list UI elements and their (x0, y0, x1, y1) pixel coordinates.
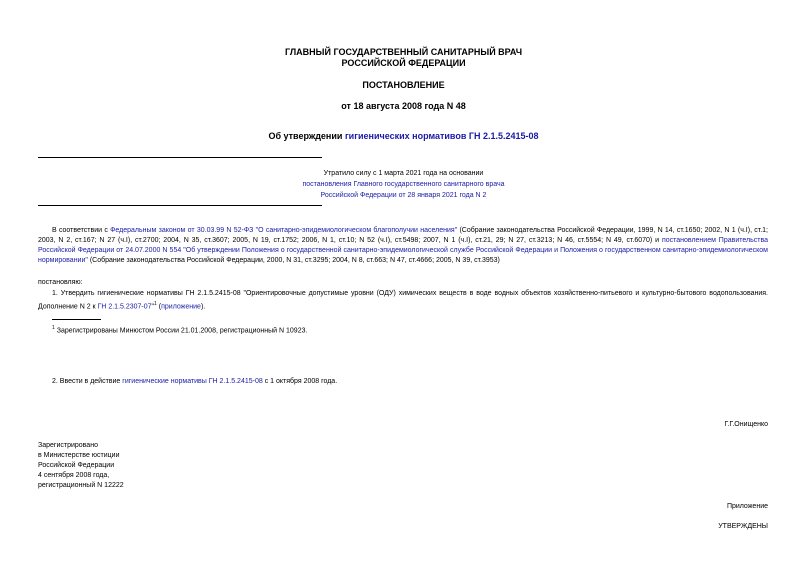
appendix-approved: УТВЕРЖДЕНЫ (718, 523, 768, 530)
appendix-link[interactable]: приложение (161, 303, 201, 311)
document-date-number: от 18 августа 2008 года N 48 (341, 101, 466, 111)
item-1-text-2: " (151, 303, 155, 311)
footnote (52, 323, 307, 336)
preamble-text-1: В соответствии с (52, 227, 111, 234)
footnote-text: Зарегистрированы Минюстом России 21.01.2008, регистрационный N 10923. (54, 327, 308, 335)
status-line: Утратило силу с 1 марта 2021 года на основании (323, 170, 484, 177)
divider-bottom (38, 205, 322, 206)
item-2-text-1: 2. Ввести в действие (52, 378, 123, 385)
gn-2307-07-link[interactable]: ГН 2.1.5.2307-07 (97, 303, 152, 311)
registration-line: регистрационный N 12222 (38, 482, 124, 489)
government-decree-link[interactable]: постановлением Правительства Российской Федерации от 24.07.2000 N 554 "Об утверждении Положения о государственной санитарно-эпидемиологической службе Российской Федерации и Положения о государственном санитарно-эпидемиологическом нормировании" (38, 237, 768, 264)
item-1-text-3: ( (156, 303, 162, 311)
document-title (0, 131, 807, 142)
repeal-decree-link[interactable]: постановления Главного государственного санитарного врача (302, 181, 505, 188)
authority-line-1: ГЛАВНЫЙ ГОСУДАРСТВЕННЫЙ САНИТАРНЫЙ ВРАЧ (284, 47, 523, 57)
status-link-line-1 (0, 180, 807, 190)
item-2-text-2: с 1 октября 2008 года. (262, 378, 338, 385)
document-type: ПОСТАНОВЛЕНИЕ (362, 80, 445, 90)
title-link-hygienic-norms[interactable]: гигиенических нормативов ГН 2.1.5.2415-08 (344, 131, 539, 141)
document-title-prefix: Об утверждении (268, 131, 345, 141)
item-1-paragraph (38, 289, 768, 312)
registration-block (38, 441, 124, 491)
item-1-text-1: 1. Утвердить гигиенические нормативы ГН 2.1.5.2415-08 "Ориентировочные допустимые уровни (ОДУ) химических веществ в воде водных объектов хозяйственно-питьевого и культурно-бытового водопользования. Дополнение N 2 к (38, 290, 768, 311)
authority-line-2: РОССИЙСКОЙ ФЕДЕРАЦИИ (341, 58, 466, 68)
hygienic-norms-link[interactable]: гигиенические нормативы ГН 2.1.5.2415-08 (122, 378, 263, 385)
appendix-label: Приложение (726, 503, 768, 510)
signature: Г.Г.Онищенко (724, 421, 768, 428)
registration-line: в Министерстве юстиции (38, 452, 120, 459)
status-link-line-2 (0, 191, 807, 201)
item-2-paragraph (52, 377, 337, 387)
preamble-text-2: (Собрание законодательства Российской Федерации, 1999, N 14, ст.1650; 2002, N 1 (ч.I), ст.1; 2003, N 2, ст.167; N 27 (ч.I), ст.2700; 2004, N 35, ст.3607; 2005, N 19, ст.1752; 2006, N 1, ст.10; N 52 (ч.I), ст.5498; 2007, N 1 (ч.I), ст.21, 29; N 27, ст.3213; N 46, ст.5554; N 49, ст.6070) и (38, 227, 769, 244)
footnote-mark: 1 (52, 325, 55, 331)
footnote-divider (52, 319, 101, 320)
divider-top (38, 157, 322, 158)
repeal-decree-link-date[interactable]: Российской Федерации от 28 января 2021 года N 2 (320, 192, 487, 199)
preamble-paragraph (38, 226, 768, 266)
footnote-reference: 1 (154, 301, 157, 307)
registration-line: Зарегистрировано (38, 442, 98, 449)
preamble-text-3: (Собрание законодательства Российской Федерации, 2000, N 31, ст.3295; 2004, N 8, ст.663; N 47, ст.4666; 2005, N 39, ст.3953) (87, 257, 500, 264)
item-1-text-4: ). (200, 303, 206, 311)
registration-line: 4 сентября 2008 года, (38, 472, 110, 479)
resolve-word: постановляю: (38, 279, 83, 286)
federal-law-link[interactable]: Федеральным законом от 30.03.99 N 52-ФЗ "О санитарно-эпидемиологическом благополучии населения" (110, 227, 458, 234)
registration-line: Российской Федерации (38, 462, 115, 469)
